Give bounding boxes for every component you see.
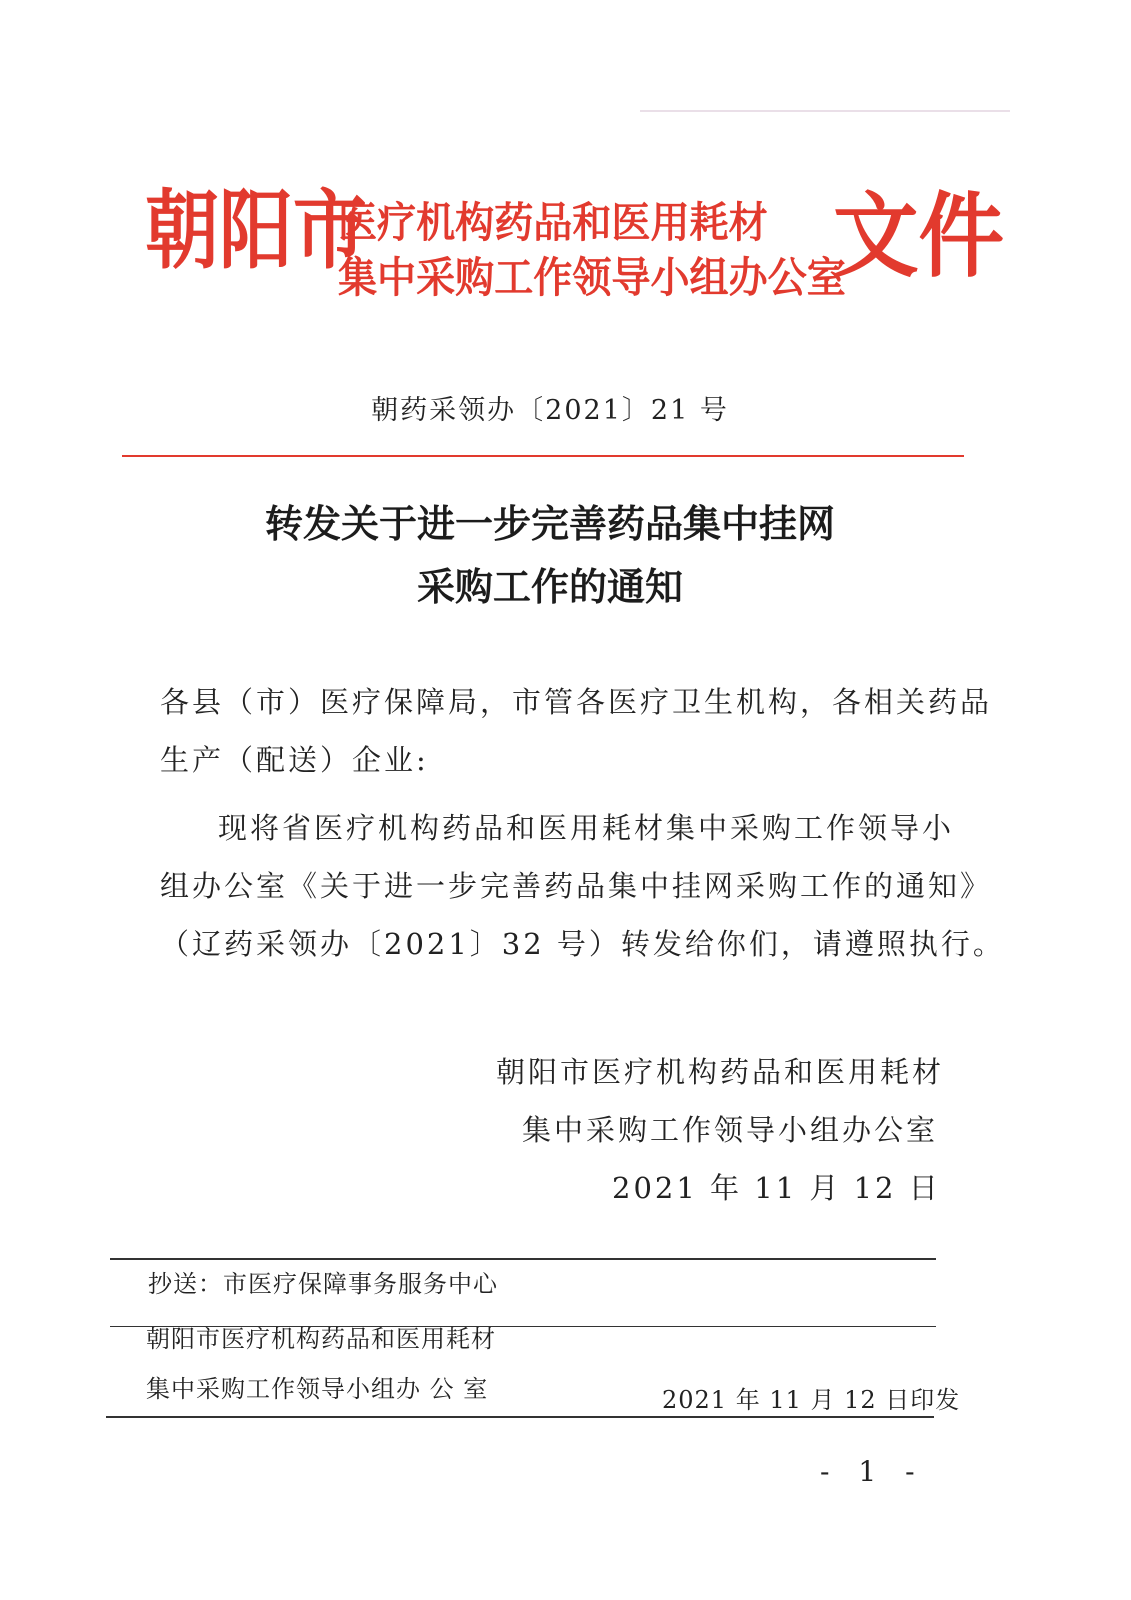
- scan-artifact: [640, 110, 1010, 112]
- document-number: 朝药采领办〔2021〕21 号: [371, 395, 729, 426]
- issuer-line2: 集中采购工作领导小组办 公 室: [146, 1375, 489, 1403]
- signature-org-line2: 集中采购工作领导小组办公室: [522, 1113, 939, 1147]
- issue-date: 2021 年 11 月 12 日印发: [662, 1386, 961, 1414]
- document-title-line1: 转发关于进一步完善药品集中挂网: [264, 501, 835, 546]
- header-city: 朝阳市: [145, 180, 367, 281]
- footer-rule-bottom: [106, 1416, 934, 1418]
- addressee-line1: 各县（市）医疗保障局，市管各医疗卫生机构，各相关药品: [160, 685, 993, 719]
- footer-rule-top: [110, 1258, 936, 1260]
- signature-date: 2021 年 11 月 12 日: [612, 1171, 941, 1205]
- header-org-line2: 集中采购工作领导小组办公室: [338, 253, 846, 302]
- issuer-line1: 朝阳市医疗机构药品和医用耗材: [146, 1325, 496, 1353]
- header-org-line1: 医疗机构药品和医用耗材: [338, 198, 768, 247]
- header-doc-type: 文件: [833, 182, 1005, 290]
- document-title-line2: 采购工作的通知: [416, 564, 683, 609]
- signature-org-line1: 朝阳市医疗机构药品和医用耗材: [496, 1055, 945, 1089]
- header-divider: [122, 455, 964, 457]
- paragraph-line2: 组办公室《关于进一步完善药品集中挂网采购工作的通知》: [160, 869, 993, 903]
- addressee-line2: 生产（配送）企业:: [160, 743, 429, 777]
- page-number: - 1 -: [820, 1455, 925, 1488]
- cc-line: 抄送：市医疗保障事务服务中心: [148, 1270, 498, 1298]
- paragraph-line1: 现将省医疗机构药品和医用耗材集中采购工作领导小: [218, 811, 955, 845]
- paragraph-line3: （辽药采领办〔2021〕32 号）转发给你们，请遵照执行。: [160, 927, 1005, 961]
